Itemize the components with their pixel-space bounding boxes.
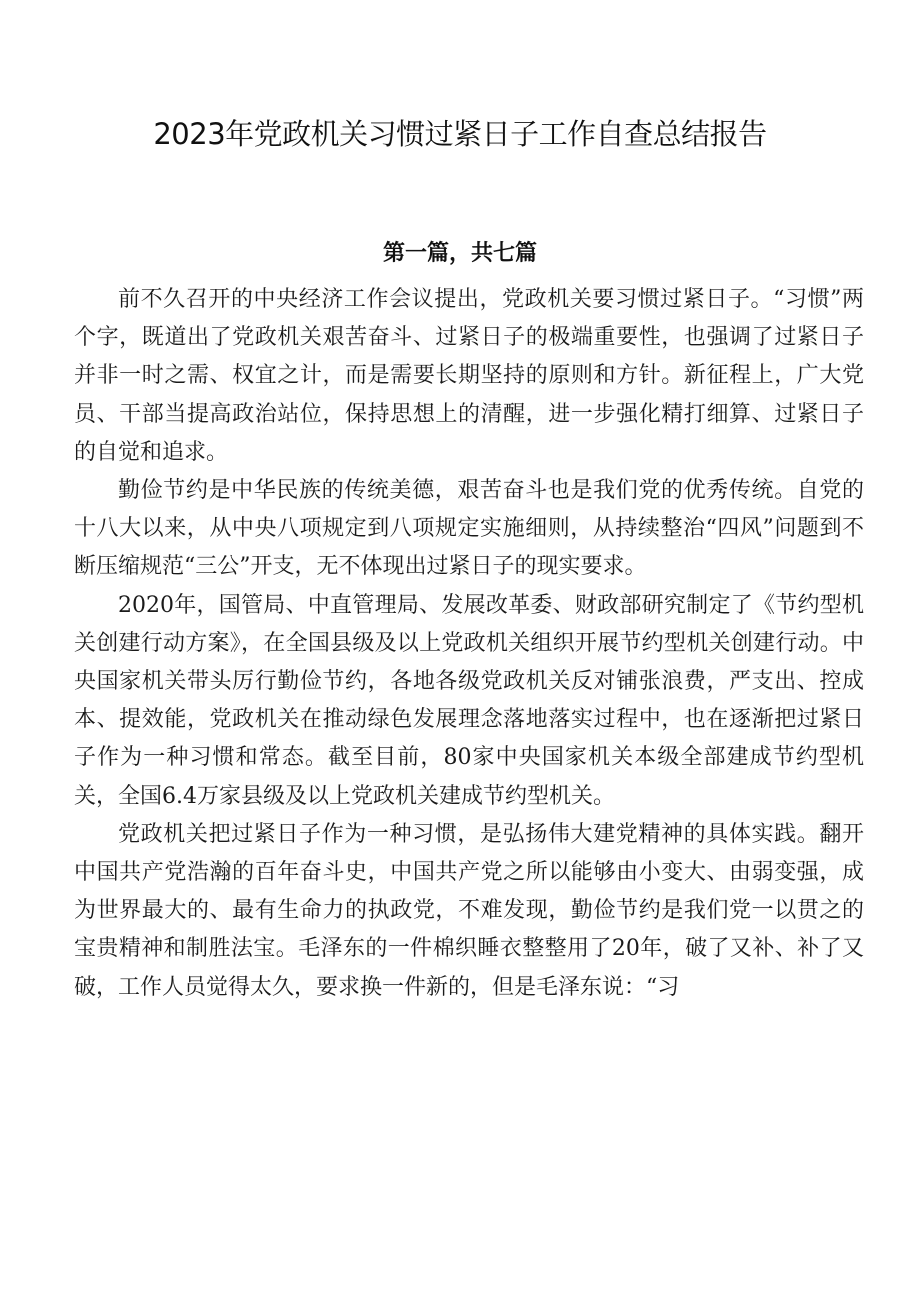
- document-title: 2023年党政机关习惯过紧日子工作自查总结报告: [153, 117, 767, 151]
- document-body: [74, 281, 864, 1007]
- paragraph: 2020年，国管局、中直管理局、发展改革委、财政部研究制定了《节约型机关创建行动方案》，在全国县级及以上党政机关组织开展节约型机关创建行动。中央国家机关带头厉行勤俭节约，各地各级党政机关反对铺张浪费，严支出、控成本、提效能，党政机关在推动绿色发展理念落地落实过程中，也在逐渐把过紧日子作为一种习惯和常态。截至目前，80家中央国家机关本级全部建成节约型机关，全国6.4万家县级及以上党政机关建成节约型机关。: [74, 592, 864, 809]
- paragraph: 前不久召开的中央经济工作会议提出，党政机关要习惯过紧日子。“习惯”两个字，既道出了党政机关艰苦奋斗、过紧日子的极端重要性，也强调了过紧日子并非一时之需、权宜之计，而是需要长期坚持的原则和方针。新征程上，广大党员、干部当提高政治站位，保持思想上的清醒，进一步强化精打细算、过紧日子的自觉和追求。: [74, 287, 864, 465]
- section-heading: 第一篇，共七篇: [382, 241, 537, 266]
- paragraph: 勤俭节约是中华民族的传统美德，艰苦奋斗也是我们党的优秀传统。自党的十八大以来，从中央八项规定到八项规定实施细则，从持续整治“四风”问题到不断压缩规范“三公”开支，无不体现出过紧日子的现实要求。: [74, 478, 864, 580]
- paragraph: 党政机关把过紧日子作为一种习惯，是弘扬伟大建党精神的具体实践。翻开中国共产党浩瀚的百年奋斗史，中国共产党之所以能够由小变大、由弱变强，成为世界最大的、最有生命力的执政党，不难发现，勤俭节约是我们党一以贯之的宝贵精神和制胜法宝。毛泽东的一件棉织睡衣整整用了20年，破了又补、补了又破，工作人员觉得太久，要求换一件新的，但是毛泽东说：“习: [74, 821, 864, 1000]
